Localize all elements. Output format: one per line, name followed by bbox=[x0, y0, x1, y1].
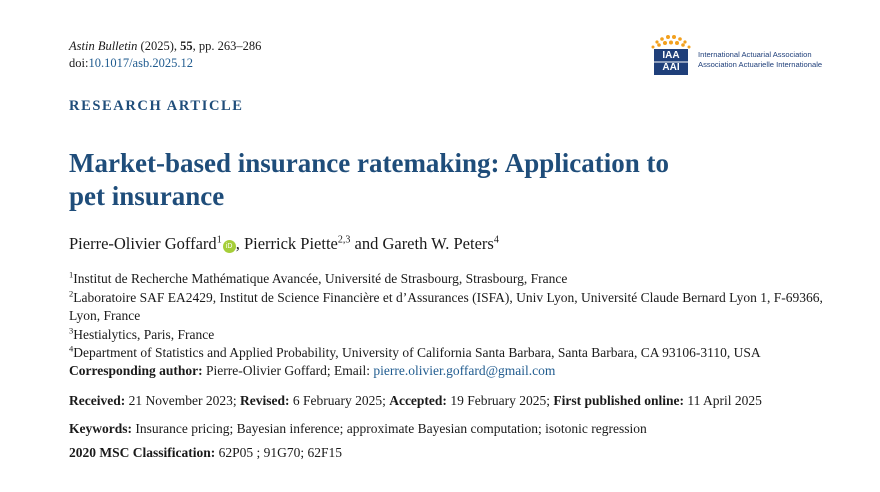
accepted-date: 19 February 2025; bbox=[446, 393, 554, 408]
journal-year: (2025), bbox=[140, 39, 177, 53]
corresponding-name: Pierre-Olivier Goffard; Email: bbox=[202, 363, 374, 378]
logo-text bbox=[698, 50, 822, 69]
affiliation-item bbox=[69, 289, 849, 326]
received-label: Received: bbox=[69, 393, 126, 408]
doi-line bbox=[69, 55, 261, 72]
corresponding-label: Corresponding author: bbox=[69, 363, 203, 378]
orcid-icon[interactable]: iD bbox=[223, 240, 236, 253]
logo-line-2: Association Actuarielle Internationale bbox=[698, 59, 823, 69]
author-separator: , bbox=[235, 234, 244, 253]
article-dates bbox=[69, 393, 762, 409]
journal-citation bbox=[69, 38, 261, 72]
email-link[interactable]: pierre.olivier.goffard@gmail.com bbox=[373, 363, 556, 378]
affiliation-item bbox=[69, 270, 849, 289]
journal-name: Astin Bulletin bbox=[69, 39, 138, 53]
msc-label: 2020 MSC Classification: bbox=[69, 445, 216, 460]
journal-pages: , pp. 263–286 bbox=[192, 39, 262, 53]
title-line-2: pet insurance bbox=[69, 181, 225, 211]
msc-text: 62P05 ; 91G70; 62F15 bbox=[215, 445, 343, 460]
author-sup: 4 bbox=[493, 234, 499, 246]
received-date: 21 November 2023; bbox=[125, 393, 240, 408]
affiliation-sup: 1 bbox=[69, 269, 74, 280]
journal-line bbox=[69, 38, 261, 55]
author-separator: and bbox=[350, 234, 383, 253]
doi-label: doi: bbox=[69, 56, 89, 70]
published-date: 11 April 2025 bbox=[683, 393, 762, 408]
affiliation-sup: 2 bbox=[69, 288, 74, 298]
revised-label: Revised: bbox=[239, 393, 290, 408]
logo-line-1: International Actuarial Association bbox=[698, 50, 812, 59]
affiliation-text: Institut de Recherche Mathématique Avancée, Université de Strasbourg, Strasbourg, France bbox=[73, 271, 568, 286]
logo-mark-top: IAA bbox=[662, 50, 680, 61]
author-sup: 2,3 bbox=[337, 234, 351, 246]
affiliation-sup: 4 bbox=[69, 343, 74, 354]
author-name: Pierrick Piette bbox=[243, 234, 338, 253]
msc-classification bbox=[69, 445, 342, 461]
affiliation-text: Department of Statistics and Applied Probability, University of California Santa Barbara, Santa Barbara, CA 93106-3110, USA bbox=[73, 345, 761, 360]
keywords-label: Keywords: bbox=[69, 421, 132, 436]
corresponding-author bbox=[69, 363, 555, 379]
iaa-logo bbox=[648, 33, 838, 79]
article-type: RESEARCH ARTICLE bbox=[69, 98, 244, 114]
published-label: First published online: bbox=[553, 393, 684, 408]
author-list bbox=[69, 234, 499, 254]
keywords-text: Insurance pricing; Bayesian inference; approximate Bayesian computation; isotonic regression bbox=[132, 421, 647, 436]
affiliation-item bbox=[69, 344, 849, 363]
doi-link[interactable]: 10.1017/asb.2025.12 bbox=[88, 56, 193, 70]
author-sup: 1 bbox=[216, 234, 222, 246]
logo-mark-bottom: AAI bbox=[662, 62, 680, 73]
revised-date: 6 February 2025; bbox=[289, 393, 390, 408]
article-title bbox=[69, 147, 789, 213]
author-name: Pierre-Olivier Goffard bbox=[69, 234, 217, 253]
journal-volume: 55 bbox=[180, 39, 193, 53]
title-line-1: Market-based insurance ratemaking: Application to bbox=[69, 148, 669, 178]
keywords bbox=[69, 421, 647, 437]
affiliation-item bbox=[69, 326, 849, 345]
affiliation-sup: 3 bbox=[69, 325, 74, 335]
affiliations bbox=[69, 270, 849, 363]
author-name: Gareth W. Peters bbox=[382, 234, 494, 253]
affiliation-text: Hestialytics, Paris, France bbox=[73, 326, 215, 342]
accepted-label: Accepted: bbox=[389, 393, 447, 408]
affiliation-text: Laboratoire SAF EA2429, Institut de Science Financière et d’Assurances (ISFA), Univ Lyon, Université Claude Bernard Lyon 1, F-69366, Lyon, France bbox=[69, 289, 823, 323]
